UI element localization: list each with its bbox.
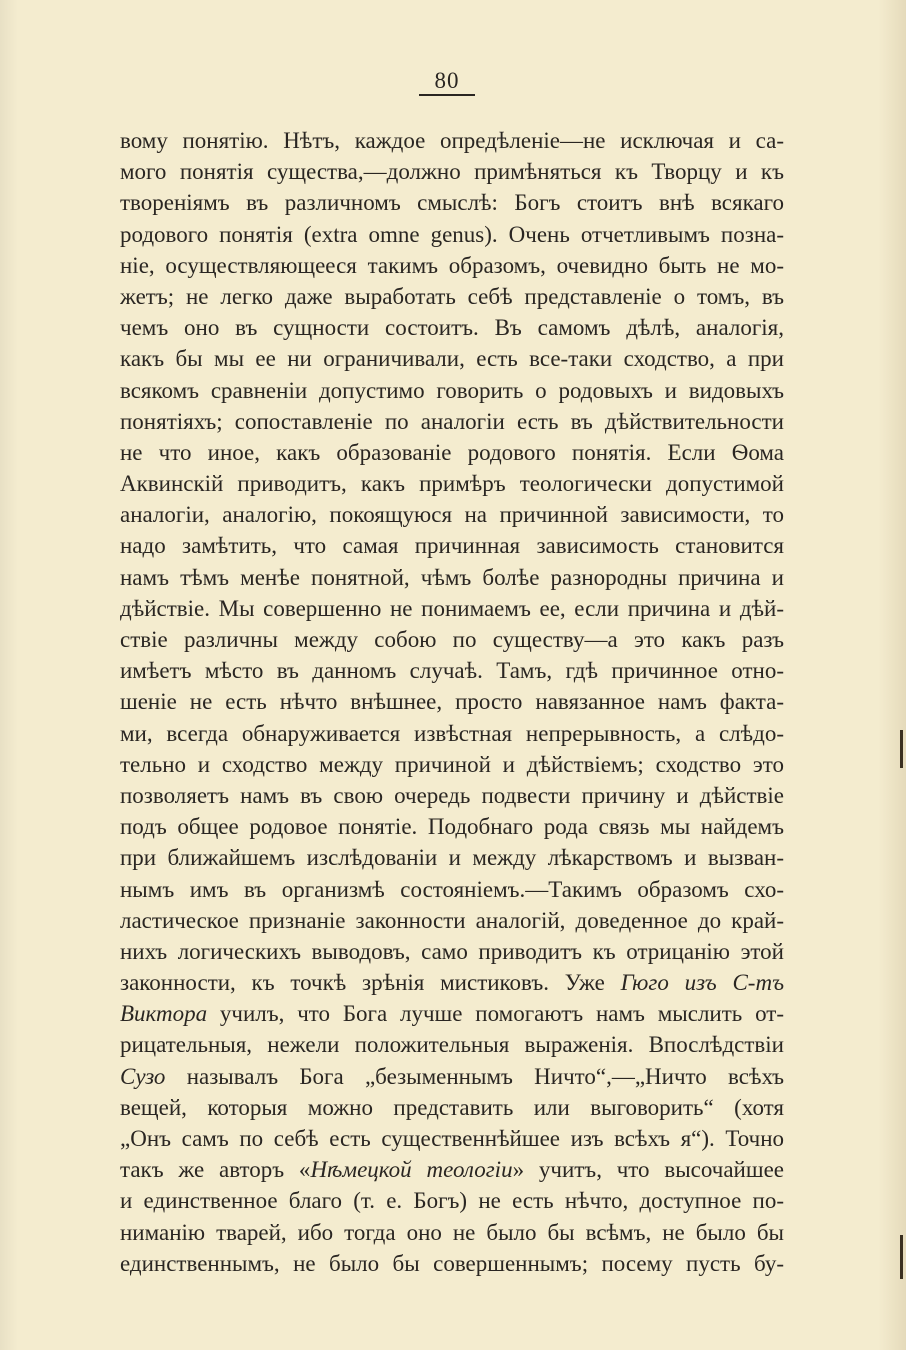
italic-text-run: Нѣмецкой теологіи (310, 1157, 513, 1183)
text-run: называлъ Бога „безыменнымъ Ничто“,—„Ничто всѣхъ (165, 1063, 784, 1089)
text-line (120, 125, 784, 156)
text-line (120, 530, 784, 561)
text-run: подъ общее родовое понятіе. Подобнаго рода связь мы найдемъ (120, 814, 784, 840)
text-line (120, 1217, 784, 1248)
text-run: ниманію тварей, ибо тогда оно не было бы всѣмъ, не было бы (120, 1219, 784, 1245)
page-number: 80 (434, 68, 460, 93)
text-line (120, 780, 784, 811)
text-line (120, 219, 784, 250)
text-run: ствіе различны между собою по существу—а это какъ разъ (120, 627, 784, 652)
text-line (120, 468, 784, 499)
text-line (120, 811, 784, 842)
italic-text-run: Сузо (120, 1063, 166, 1089)
text-run: „Онъ самъ по себѣ есть существеннѣйшее изъ всѣхъ я“). Точно (120, 1126, 784, 1151)
body-text (120, 125, 784, 1279)
text-run: законности, къ точкѣ зрѣнія мистиковъ. Уже (120, 970, 621, 996)
page-number-underline (419, 94, 475, 96)
text-line (120, 905, 784, 936)
text-line (120, 1185, 784, 1216)
text-line (120, 343, 784, 374)
text-line (120, 1029, 784, 1060)
text-line (120, 998, 784, 1029)
text-run: ластическое признаніе законности аналогій, доведенное до край- (120, 907, 784, 933)
text-line (120, 1092, 784, 1123)
text-line (120, 655, 784, 686)
text-run: » учитъ, что высочайшее (512, 1157, 784, 1183)
text-line (120, 593, 784, 624)
text-run: и единственное благо (т. е. Богъ) не есть нѣчто, доступное по- (120, 1188, 784, 1214)
text-run: нихъ логическихъ выводовъ, само приводитъ къ отрицанію этой (120, 938, 784, 964)
text-line (120, 874, 784, 905)
text-run: единственнымъ, не было бы совершеннымъ; посему пусть бу- (120, 1250, 784, 1276)
text-run: твореніямъ въ различномъ смыслѣ: Богъ стоитъ внѣ всякаго (120, 190, 784, 216)
text-line (120, 624, 784, 655)
text-run: ніе, осуществляющееся такимъ образомъ, очевидно быть не мо- (120, 252, 784, 278)
text-run: тельно и сходство между причиной и дѣйствіемъ; сходство это (120, 751, 784, 777)
text-run: родового понятія (extra omne genus). Очень отчетливымъ позна- (120, 221, 784, 247)
text-line (120, 187, 784, 218)
text-line (120, 250, 784, 281)
text-run: ми, всегда обнаруживается извѣстная непрерывность, а слѣдо- (120, 720, 784, 746)
text-line (120, 1154, 784, 1185)
text-line (120, 375, 784, 406)
text-line (120, 967, 784, 998)
text-run: при ближайшемъ изслѣдованіи и между лѣкарствомъ и вызван- (120, 845, 784, 871)
italic-text-run: Виктора (120, 1001, 208, 1027)
text-run: позволяетъ намъ въ свою очередь подвести причину и дѣйствіе (120, 782, 784, 808)
text-line (120, 686, 784, 717)
text-line (120, 499, 784, 530)
text-run: имѣетъ мѣсто въ данномъ случаѣ. Тамъ, гдѣ причинное отно- (120, 658, 784, 684)
text-run: всякомъ сравненіи допустимо говорить о родовыхъ и видовыхъ (120, 377, 784, 403)
text-run: Аквинскій приводитъ, какъ примѣръ теологически допустимой (120, 471, 784, 497)
text-line (120, 1061, 784, 1092)
page-edge-mark (900, 1235, 903, 1279)
text-run: чемъ оно въ сущности состоитъ. Въ самомъ дѣлѣ, аналогія, (120, 315, 784, 341)
text-run: шеніе не есть нѣчто внѣшнее, просто навязанное намъ факта- (120, 689, 784, 715)
text-line (120, 312, 784, 343)
text-run: училъ, что Бога лучше помогаютъ намъ мыслить от- (207, 1001, 784, 1027)
text-line (120, 281, 784, 312)
text-run: вещей, которыя можно представить или выговорить“ (хотя (120, 1094, 784, 1120)
text-run: понятіяхъ; сопоставленіе по аналогіи есть въ дѣйствительности (120, 408, 784, 434)
text-run: вому понятію. Нѣтъ, каждое опредѣленіе—не исключая и са- (120, 128, 784, 153)
text-run: какъ бы мы ее ни ограничивали, есть все-таки сходство, а при (120, 346, 784, 372)
text-line (120, 562, 784, 593)
text-line (120, 936, 784, 967)
text-line (120, 842, 784, 873)
text-run: дѣйствіе. Мы совершенно не понимаемъ ее, если причина и дѣй- (120, 595, 784, 621)
text-line (120, 749, 784, 780)
text-line (120, 1123, 784, 1154)
text-run: рицательныя, нежели положительныя выраженія. Впослѣдствіи (120, 1032, 784, 1058)
text-run: мого понятія существа,—должно примѣняться къ Творцу и къ (120, 159, 784, 185)
text-run: аналогіи, аналогію, покоящуюся на причинной зависимости, то (120, 502, 784, 528)
page-edge-mark (900, 730, 903, 768)
text-line (120, 718, 784, 749)
text-line (120, 156, 784, 187)
text-line (120, 406, 784, 437)
text-run: не что иное, какъ образованіе родового понятія. Если Ѳома (120, 439, 784, 465)
text-line (120, 1248, 784, 1279)
text-run: намъ тѣмъ менѣе понятной, чѣмъ болѣе разнородны причина и (120, 564, 784, 590)
text-run: такъ же авторъ « (120, 1157, 311, 1183)
text-run: жетъ; не легко даже выработать себѣ представленіе о томъ, въ (120, 283, 784, 309)
text-run: нымъ имъ въ организмѣ состояніемъ.—Такимъ образомъ схо- (120, 876, 784, 902)
text-line (120, 437, 784, 468)
text-run: надо замѣтить, что самая причинная зависимость становится (120, 533, 784, 559)
italic-text-run: Гюго изъ С-тъ (620, 970, 784, 996)
